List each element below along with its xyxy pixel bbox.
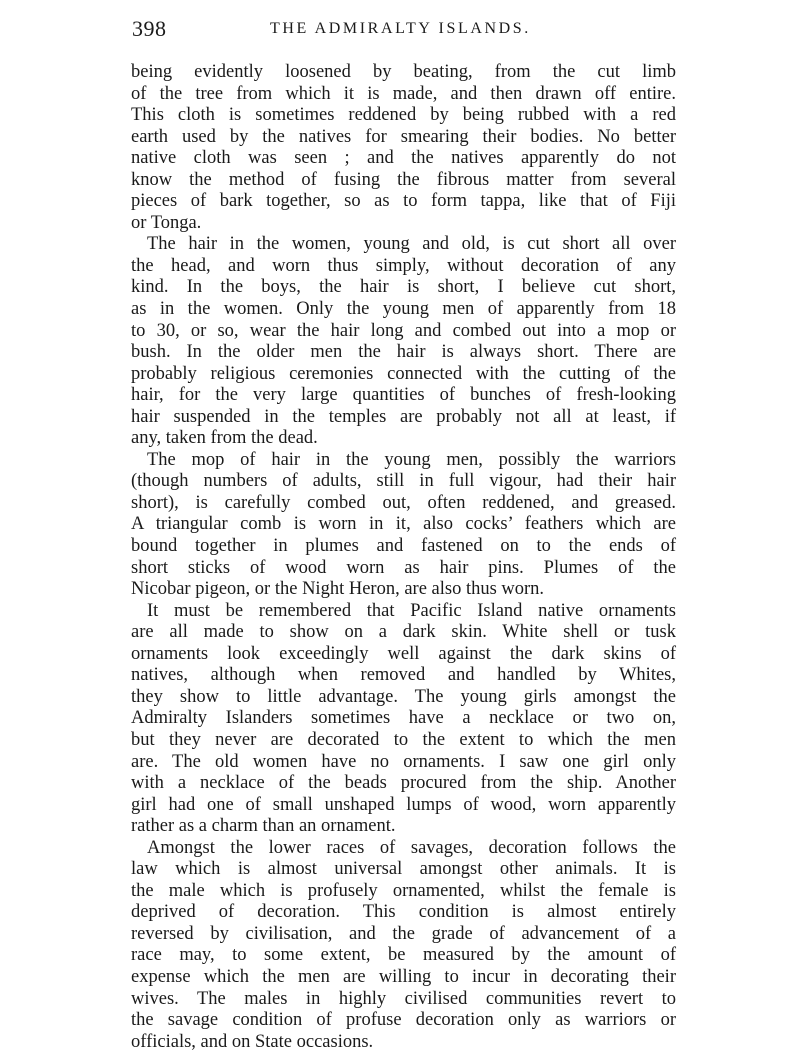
text-line: pieces of bark together, so as to form tappa, like that of Fiji bbox=[131, 191, 676, 212]
text-line: officials, and on State occasions. bbox=[131, 1031, 374, 1052]
text-line: are all made to show on a dark skin. White shell or tusk bbox=[131, 622, 676, 643]
text-line: (though numbers of adults, still in full vigour, had their hair bbox=[131, 471, 676, 492]
text-line: with a necklace of the beads procured from the ship. Another bbox=[131, 773, 676, 794]
text-line: natives, although when removed and handled by Whites, bbox=[131, 665, 676, 686]
text-line: any, taken from the dead. bbox=[131, 428, 318, 449]
body-text bbox=[131, 62, 676, 1053]
text-line: ornaments look exceedingly well against the dark skins of bbox=[131, 643, 676, 664]
text-line: being evidently loosened by beating, from the cut limb bbox=[131, 62, 676, 82]
text-line: Amongst the lower races of savages, decoration follows the bbox=[147, 837, 676, 858]
text-line: Nicobar pigeon, or the Night Heron, are also thus worn. bbox=[131, 579, 545, 600]
text-line: rather as a charm than an ornament. bbox=[131, 816, 396, 837]
page-number: 398 bbox=[132, 16, 167, 41]
text-line: A triangular comb is worn in it, also cocks’ feathers which are bbox=[131, 514, 676, 535]
text-line: probably religious ceremonies connected with the cutting of the bbox=[131, 363, 676, 384]
text-line: are. The old women have no ornaments. I saw one girl only bbox=[131, 751, 676, 772]
text-line: native cloth was seen ; and the natives apparently do not bbox=[131, 148, 676, 169]
text-line: to 30, or so, wear the hair long and combed out into a mop or bbox=[131, 320, 676, 341]
text-line: they show to little advantage. The young girls amongst the bbox=[131, 686, 676, 707]
text-line: It must be remembered that Pacific Island native ornaments bbox=[147, 600, 676, 621]
text-line: the savage condition of profuse decoration only as warriors or bbox=[131, 1010, 676, 1031]
text-line: but they never are decorated to the extent to which the men bbox=[131, 729, 676, 750]
text-line: of the tree from which it is made, and then drawn off entire. bbox=[131, 83, 676, 104]
text-line: know the method of fusing the fibrous matter from several bbox=[131, 169, 676, 190]
text-line: earth used by the natives for smearing their bodies. No better bbox=[131, 126, 676, 147]
text-line: race may, to some extent, be measured by the amount of bbox=[131, 945, 676, 966]
text-line: or Tonga. bbox=[131, 212, 202, 233]
text-line: law which is almost universal amongst other animals. It is bbox=[131, 859, 676, 880]
text-line: reversed by civilisation, and the grade of advancement of a bbox=[131, 923, 676, 944]
text-line: hair suspended in the temples are probably not all at least, if bbox=[131, 406, 676, 427]
text-line: the head, and worn thus simply, without decoration of any bbox=[131, 255, 676, 276]
text-line: girl had one of small unshaped lumps of wood, worn apparently bbox=[131, 794, 676, 815]
text-line: the male which is profusely ornamented, whilst the female is bbox=[131, 880, 676, 901]
text-line: short sticks of wood worn as hair pins. Plumes of the bbox=[131, 557, 676, 578]
text-line: short), is carefully combed out, often reddened, and greased. bbox=[131, 492, 676, 513]
running-title: THE ADMIRALTY ISLANDS. bbox=[270, 20, 531, 37]
text-line: expense which the men are willing to incur in decorating their bbox=[131, 966, 676, 987]
text-line: bound together in plumes and fastened on to the ends of bbox=[131, 536, 676, 557]
text-line: bush. In the older men the hair is always short. There are bbox=[131, 342, 676, 363]
text-line: kind. In the boys, the hair is short, I believe cut short, bbox=[131, 277, 676, 298]
text-line: deprived of decoration. This condition is almost entirely bbox=[131, 902, 676, 923]
text-line: This cloth is sometimes reddened by being rubbed with a red bbox=[131, 105, 676, 126]
text-line: The mop of hair in the young men, possibly the warriors bbox=[147, 449, 676, 470]
text-line: The hair in the women, young and old, is cut short all over bbox=[147, 234, 676, 255]
text-line: hair, for the very large quantities of bunches of fresh-looking bbox=[131, 385, 676, 406]
text-line: wives. The males in highly civilised communities revert to bbox=[131, 988, 676, 1009]
text-line: Admiralty Islanders sometimes have a necklace or two on, bbox=[131, 708, 676, 729]
text-line: as in the women. Only the young men of apparently from 18 bbox=[131, 299, 676, 320]
